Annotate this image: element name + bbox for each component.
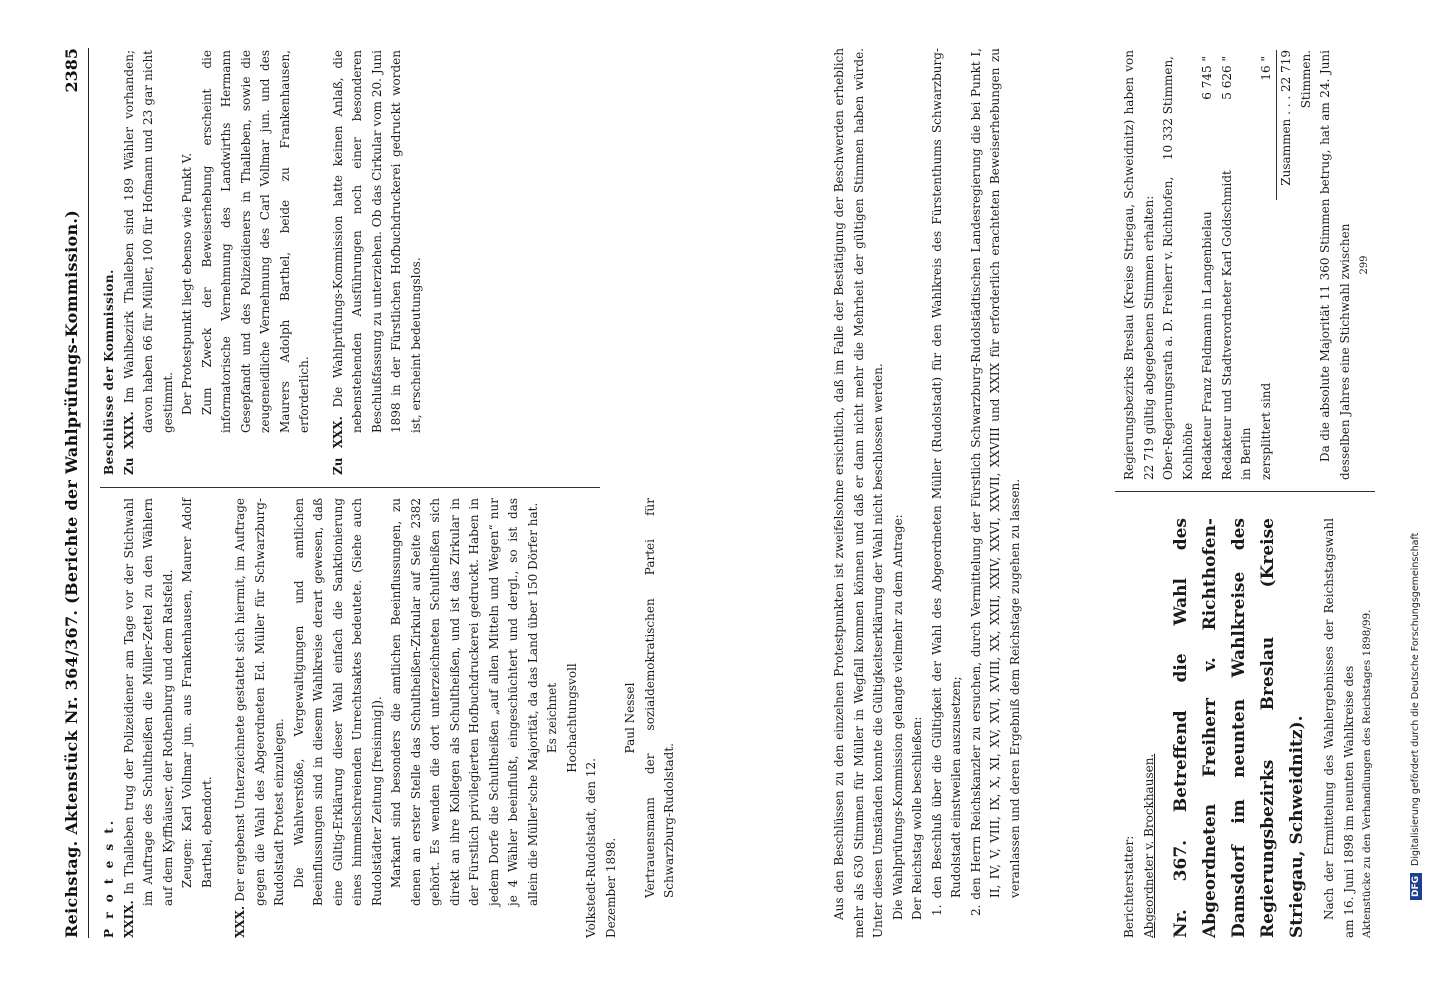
votes-intro: Regierungsbezirks Breslau (Kreise Striegau, Schweidnitz) haben von 22 719 gültig abgegebenen Stimmen erhalten:	[1122, 50, 1156, 480]
votes-count: 6 745 "	[1200, 56, 1214, 100]
footnote: Aktenstücke zu den Verhandlungen des Reichstages 1898/99.	[1361, 609, 1373, 938]
protest-xxix-text: In Thalleben trug der Polizeidiener am Tage vor der Stichwahl im Auftrage des Schultheißen die Müller-Zettel zu den Wählern auf dem Kyffhäuser, der Rothenburg und dem Ratsfeld.	[121, 498, 175, 906]
berichterstatter-name: Abgeordneter v. Brockhausen.	[1141, 753, 1156, 938]
signature-number: 299	[1359, 255, 1370, 275]
beschluesse-xxix-text: Im Wahlbezirk Thalleben sind 189 Wähler vorhanden; davon haben 66 für Müller, 100 für Hofmann und 23 gar nicht gestimmt.	[121, 50, 175, 433]
votes-count: 5 626 "	[1219, 56, 1234, 100]
beschluesse-xxix-label: Zu XXIX.	[121, 411, 136, 475]
protest-title: P r o t e s t.	[102, 817, 116, 938]
column-divider	[100, 487, 600, 488]
protest-xxx-label: XXX.	[233, 905, 247, 938]
protest-signature: Paul Nessel	[623, 682, 637, 754]
conclusion-p2: Die Wahlprüfungs-Kommission gelangte vielmehr zu dem Antrage:	[890, 514, 905, 920]
protest-xxix-witness: Zeugen: Karl Vollmar jun. aus Frankenhausen, Maurer Adolf Barthel, ebendort.	[180, 498, 214, 888]
protest-xxx-p3: Markant sind besonders die amtlichen Beeinflussungen, zu denen an erster Stelle das Schultheißen-Zirkular auf Seite 2382 gehört. Es wenden die dort unterzeichneten Schultheißen sich direkt an ihre Kollegen als Schultheißen, und ist das Zirkular in der Fürstlich privilegierten Hofbuchdruckerei gedruckt. Haben in jedem Dorfe die Schultheißen „auf allen Mitteln und Wegen“ nur je 4 Wähler beeinflußt, eingeschüchtert und dergl., so ist das allein die Müller'sche Majorität, da das Land über 150 Dörfer hat.	[389, 498, 540, 906]
beschluesse-xxx-text: Die Wahlprüfungs-Kommission hatte keinen Anlaß, die nebenstehenden Ausführungen noch einer besonderen Beschlußfassung zu unterziehen. Ob das Cirkular vom 20. Juni 1898 in der Fürstlichen Hofbuchdruckerei gedruckt worden ist, erscheint bedeutungslos.	[330, 50, 423, 433]
final-text: Da die absolute Majorität 11 360 Stimmen betrug, hat am 24. Juni desselben Jahres eine Stichwahl zwischen	[1318, 50, 1352, 480]
votes-candidate: zersplittert sind	[1258, 382, 1273, 480]
dfg-text: Digitalisierung gefördert durch die Deutsche Forschungsgemeinschaft	[1410, 532, 1421, 866]
votes-row	[1198, 50, 1218, 480]
votes-count: 10 332 Stimmen,	[1161, 56, 1175, 161]
protest-xxx-text: Der ergebenst Unterzeichnete gestattet sich hiermit, im Auftrage gegen die Wahl des Abgeordneten Ed. Müller für Schwarzburg-Rudolstadt Protest einzulegen.	[233, 498, 286, 906]
protest-greeting: Hochachtungsvoll	[564, 663, 579, 773]
nr367-right	[1120, 50, 1375, 480]
protest-xxix-label: XXIX.	[121, 900, 136, 938]
votes-candidate: Redakteur Franz Feldmann in Langenbielau	[1200, 211, 1214, 480]
beschluesse-column	[100, 50, 426, 475]
header-title: Reichstag. Aktenstück Nr. 364/367. (Berichte der Wahlprüfungs-Kommission.)	[62, 209, 81, 938]
conclusion-p3: Der Reichstag wolle beschließen:	[910, 716, 924, 920]
beschluesse-xxix	[120, 50, 179, 475]
votes-total	[1276, 50, 1316, 200]
protest-xxx	[231, 498, 290, 938]
berichterstatter-label: Berichterstatter:	[1122, 835, 1136, 938]
beschluesse-xxx	[329, 50, 427, 475]
page-header	[60, 48, 89, 938]
votes-row	[1159, 50, 1198, 480]
dfg-note	[1410, 533, 1422, 900]
page-number: 2385	[62, 48, 81, 93]
votes-table	[1159, 50, 1276, 480]
conclusion-p1: Aus den Beschlüssen zu den einzelnen Protestpunkten ist zweifelsohne ersichtlich, daß im Falle der Bestätigung der Beschwerden erheblich mehr als 630 Stimmen für Müller in Wegfall kommen können und daß er dann nicht mehr die Mehrheit der gültigen Stimmen haben würde. Unter diesen Umständen konnte die Gültigkeitserklärung der Wahl nicht beschlossen werden.	[832, 48, 885, 938]
protest-signature-role: Vertrauensmann der sozialdemokratischen Partei für Schwarzburg-Rudolstadt.	[642, 498, 676, 898]
votes-row	[1257, 50, 1277, 480]
dfg-logo: DFG	[1410, 873, 1422, 900]
protest-column	[100, 498, 680, 938]
nr367-title: Nr. 367. Betreffend die Wahl des Abgeordneten Freiherr v. Richthofen-Damsdorf im neunten Wahlkreise des Regierungsbezirks Breslau (Kreise Striegau, Schweidnitz).	[1171, 518, 1307, 938]
beschluesse-xxix-p3: Zum Zweck der Beweiserhebung erscheint die informatorische Vernehmung des Landwirths Hermann Gesepfandt und des Polizeidieners in Thalleben, sowie die zeugeneidliche Vernehmung des Carl Vollmar jun. und des Maurers Adolph Barthel, beide zu Frankenhausen, erforderlich.	[199, 50, 311, 433]
conclusion-block	[830, 48, 1025, 938]
beschluesse-xxix-p2: Der Protestpunkt liegt ebenso wie Punkt V.	[180, 152, 194, 415]
protest-xxx-p2: Die Wahlverstöße, Vergewaltigungen und amtlichen Beeinflussungen sind in diesem Wahlkreise derart gewesen, daß eine Gültig-Erklärung dieser Wahl einfach die Sanktionierung eines himmelschreienden Unrechtsaktes bedeutete. (Siehe auch Rudolstädter Zeitung [freisinnig]).	[291, 498, 384, 906]
votes-total-label: Zusammen . . .	[1279, 95, 1293, 186]
protest-place-date: Volkstedt-Rudolstadt, den 12. Dezember 1898.	[584, 758, 618, 938]
votes-candidate: Ober-Regierungsrath a. D. Freiherr v. Richthofen, Kohlhöhe	[1161, 176, 1195, 480]
protest-closing: Es zeichnet	[545, 682, 559, 754]
conclusion-item-2: 2. den Herrn Reichskanzler zu ersuchen, durch Vermittelung der Fürstlich Schwarzburg-Rudolstädtischen Landesregierung die bei Punkt I, II, IV, V, VIII, IX, X, XI, XV, XVI, XVIII, XX, XXII, XXIV, XXVI, XXVII, XXVIII und XXIX für erforderlich erachteten Beweiserhebungen zu veranlassen und deren Ergebniß dem Reichstage zugehen zu lassen.	[968, 48, 1022, 916]
votes-row	[1218, 50, 1257, 480]
nr367-left	[1120, 518, 1375, 938]
bottom-divider	[1115, 491, 1375, 492]
nr367-text: Nach der Ermittelung des Wahlergebnisses der Reichstagswahl am 16. Juni 1898 im neunten Wahlkreise des	[1322, 518, 1356, 938]
conclusion-item-1: 1. den Beschluß über die Gültigkeit der Wahl des Abgeordneten Müller (Rudolstadt) für den Wahlkreis des Fürstenthums Schwarzburg-Rudolstadt einstweilen auszusetzen;	[929, 48, 963, 916]
votes-candidate: Redakteur und Stadtverordneter Karl Goldschmidt in Berlin	[1219, 170, 1253, 480]
protest-xxix	[120, 498, 179, 938]
beschluesse-title: Beschlüsse der Kommission.	[102, 269, 116, 475]
votes-total-value: 22 719 Stimmen.	[1279, 50, 1313, 109]
beschluesse-xxx-label: Zu XXX.	[330, 416, 345, 475]
votes-count: 16 "	[1258, 56, 1273, 81]
